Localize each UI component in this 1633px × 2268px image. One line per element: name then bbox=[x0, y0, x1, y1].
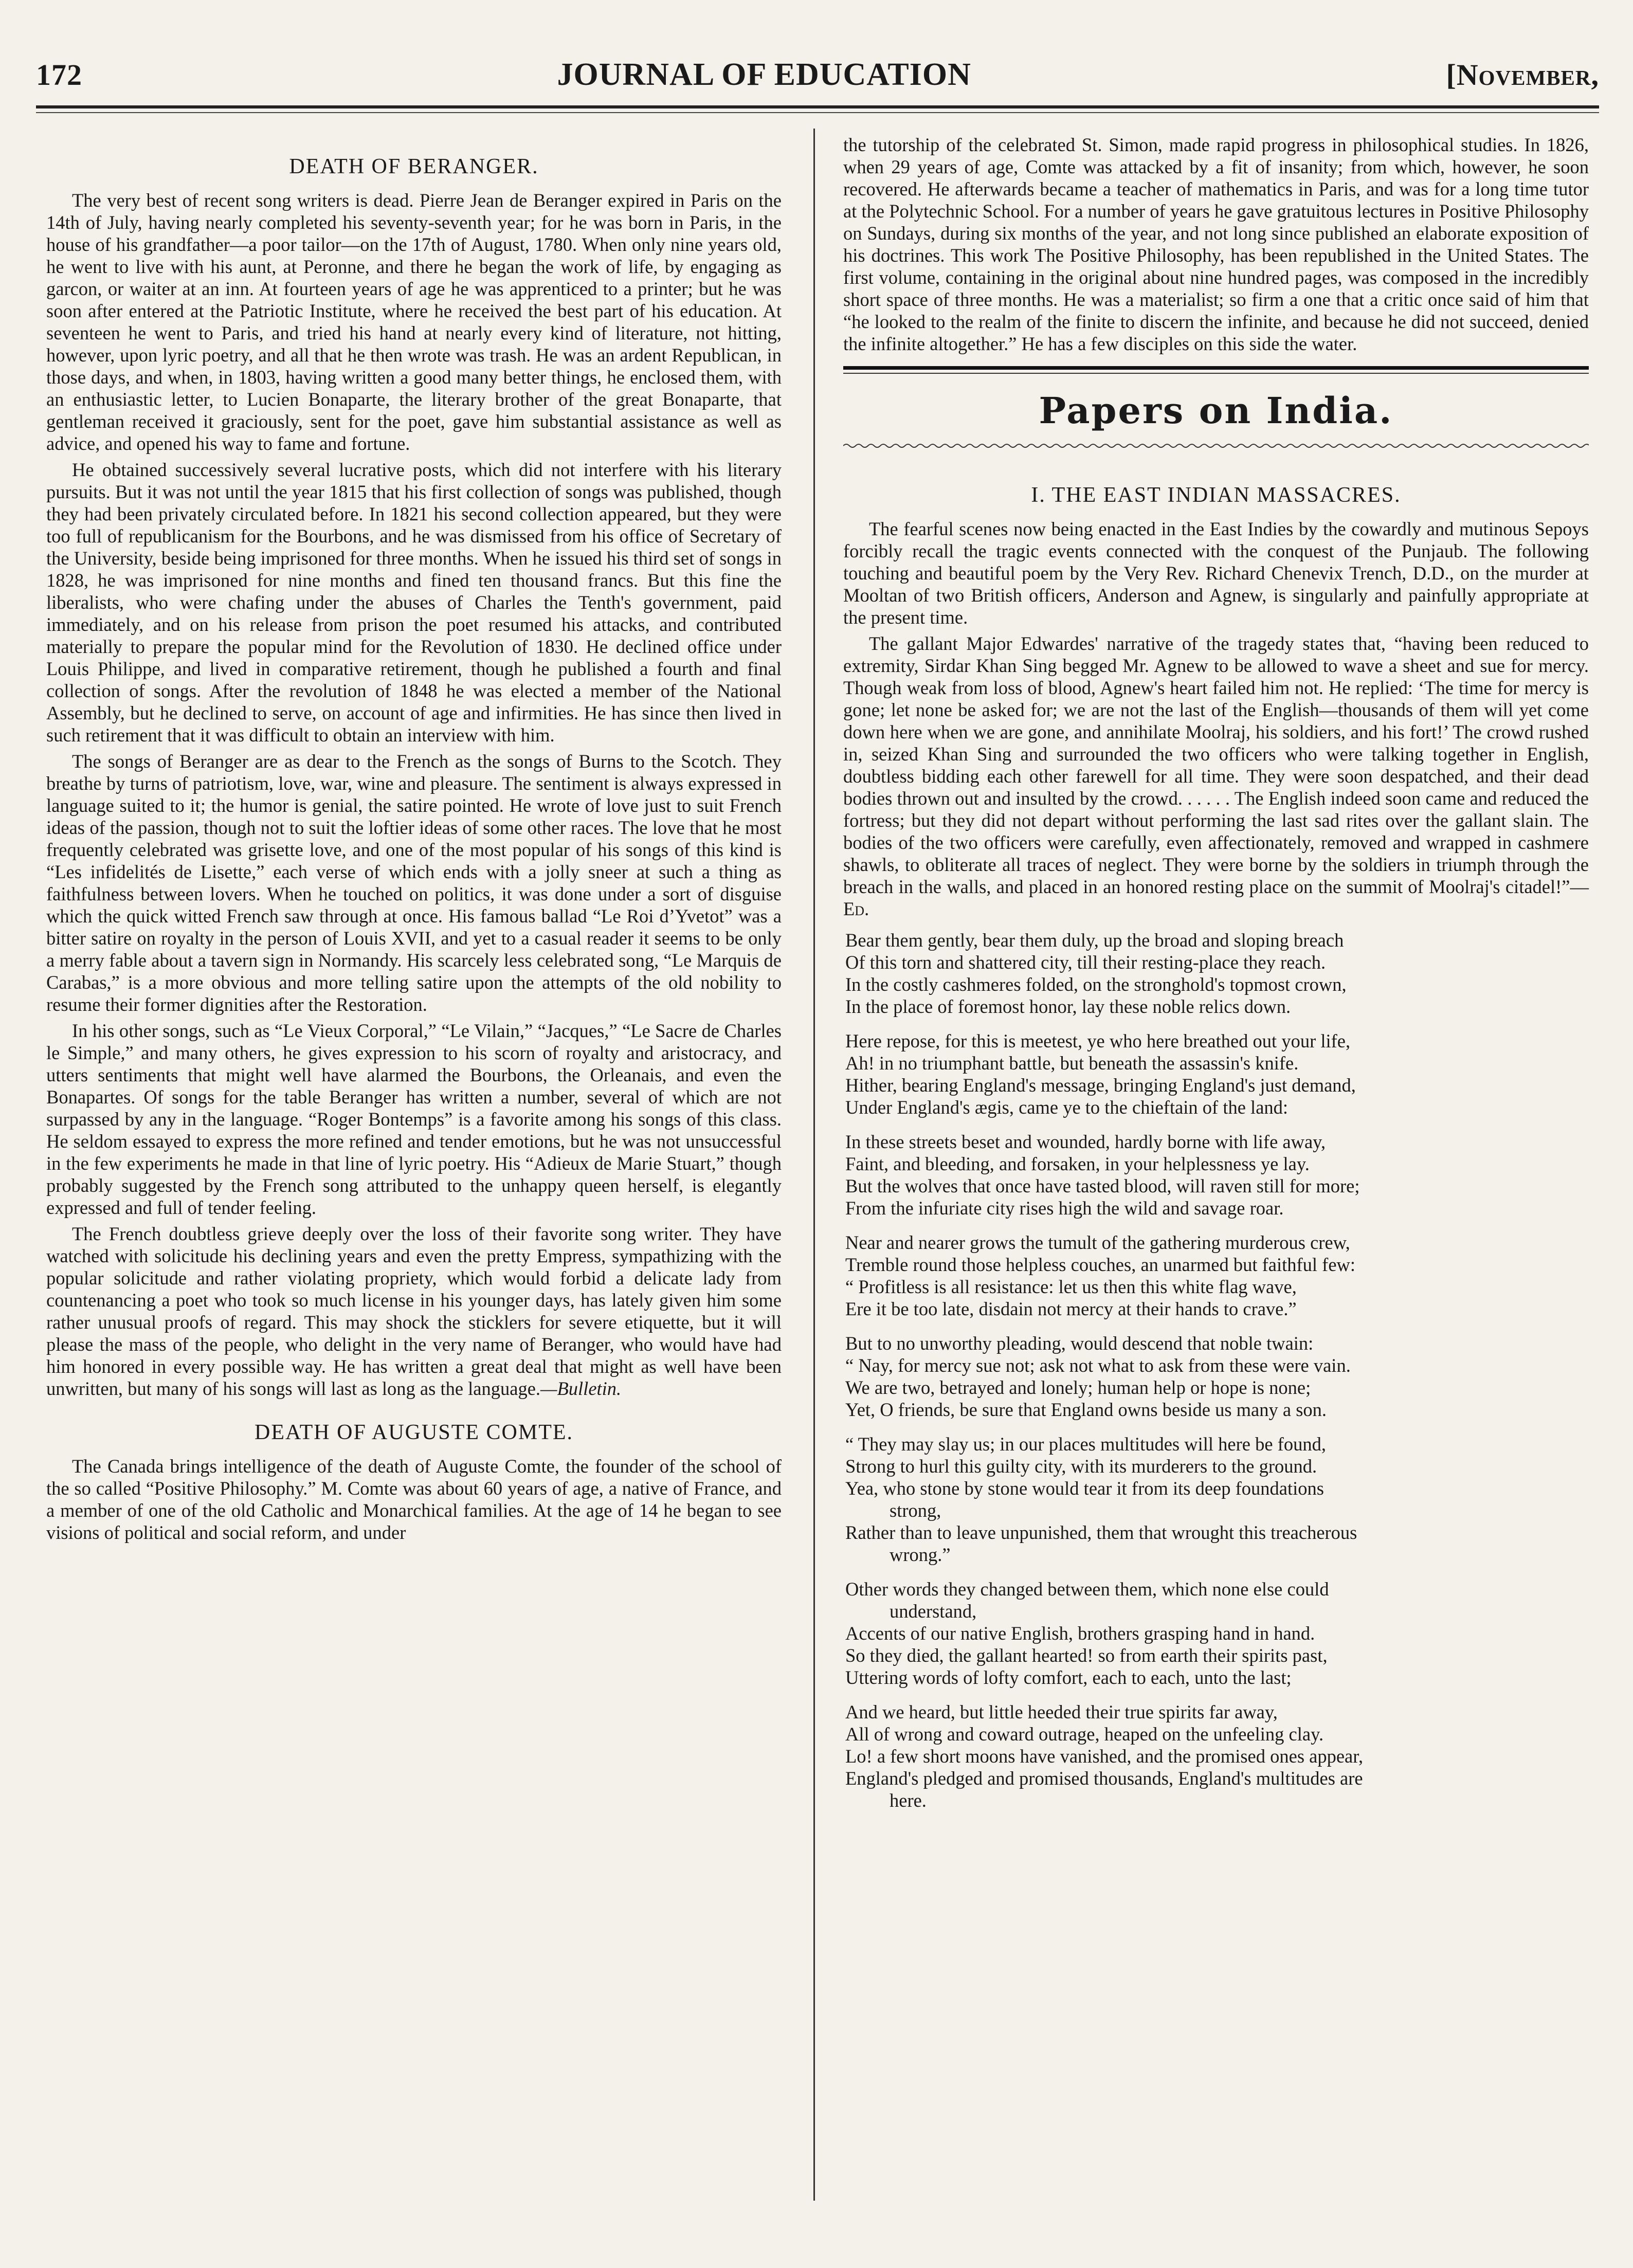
left-column bbox=[46, 134, 782, 1548]
poem-line: Tremble round those helpless couches, an unarmed but faithful few: bbox=[845, 1254, 1356, 1275]
poem-line: wrong.” bbox=[890, 1544, 951, 1565]
beranger-paragraph-2: He obtained successively several lucrative posts, which did not interfere with his literary pursuits. But it was not until the year 1815 that his first collection of songs was published, though they had been privately circulated before. In 1821 his second collection appeared, but they were too full of republicanism for the Bourbons, and he was dismissed from his office of Secretary of the University, beside being imprisoned for three months. When he issued his third set of songs in 1828, he was imprisoned for nine months and fined ten thousand francs. But this fine the liberalists, who were chafing under the abuses of Charles the Tenth's government, paid immediately, and on his release from prison the poet resumed his attacks, and contributed materially to prepare the popular mind for the Revolution of 1830. He declined office under Louis Philippe, and lived in comparative retirement, though he published a fourth and final collection of songs. After the revolution of 1848 he was elected a member of the National Assembly, but he declined to serve, on account of age and infirmities. He has since then lived in such retirement that it was difficult to obtain an interview with him. bbox=[46, 459, 782, 746]
poem-stanza bbox=[843, 929, 1589, 1018]
beranger-paragraph-5-text: The French doubtless grieve deeply over the loss of their favorite song writer. They have watched with solicitude his declining years and even the pretty Empress, sympathizing with the popular solicitude and rather violating propriety, which would forbid a delicate lady from countenancing a poet who took so much license in his younger days, has lately given him some rather unusual proofs of regard. This may shock the sticklers for severe etiquette, but it will please the mass of the people, who delight in the very name of Beranger, who would have had him honored in every possible way. He has written a great deal that might as well have been unwritten, but many of his songs will last as long as the language. bbox=[46, 1223, 782, 1399]
poem-line: So they died, the gallant hearted! so from earth their spirits past, bbox=[845, 1645, 1328, 1666]
poem-line: Near and nearer grows the tumult of the gathering murderous crew, bbox=[845, 1232, 1350, 1253]
comte-paragraph-1: The Canada brings intelligence of the death of Auguste Comte, the founder of the school of the so called “Positive Philosophy.” M. Comte was about 60 years of age, a native of France, and a member of one of the old Catholic and Monarchical families. At the age of 14 he began to see visions of political and social reform, and under bbox=[46, 1456, 782, 1543]
poem-line: Lo! a few short moons have vanished, and the promised ones appear, bbox=[845, 1746, 1364, 1767]
page-number: 172 bbox=[36, 58, 82, 92]
massacres-paragraph-2-text: The gallant Major Edwardes' narrative of the tragedy states that, “having been reduced to extremity, Sirdar Khan Sing begged Mr. Agnew to be allowed to wave a sheet and sue for mercy. Though weak from loss of blood, Agnew's heart failed him not. He replied: ‘The time for mercy is gone; let none be asked for; we are not the last of the English—thousands of them will yet come down here when we are gone, and annihilate Moolraj, his soldiers, and his fort!’ The crowd rushed in, seized Khan Sing and surrounded the two officers who were talking together in English, doubtless bidding each other farewell for all time. They were soon despatched, and their dead bodies thrown out and insulted by the crowd. . . . . . The English indeed soon came and reduced the fortress; but they did not depart without performing the last sad rites over the gallant slain. The bodies of the two officers were carefully, even affectionately, removed and wrapped in cashmere shawls, to obliterate all traces of neglect. They were borne by the soldiers in triumph through the breach in the walls, and placed in an honored resting place on the summit of Moolraj's citadel!”— bbox=[843, 633, 1589, 897]
journal-title: JOURNAL OF EDUCATION bbox=[557, 57, 971, 92]
beranger-paragraph-3: The songs of Beranger are as dear to the French as the songs of Burns to the Scotch. They breathe by turns of patriotism, love, war, wine and pleasure. The sentiment is always expressed in language suited to it; the humor is genial, the satire pointed. He wrote of love just to suit French ideas of the passion, though not to suit the loftier ideas of some other races. The love that he most frequently celebrated was grisette love, and one of the most popular of his songs of this kind is “Les infidelités de Lisette,” each verse of which ends with a jolly sneer at such a thing as faithfulness between lovers. When he touched on politics, it was done under a sort of disguise which the quick witted French saw through at once. His famous ballad “Le Roi d’Yvetot” was a bitter satire on royalty in the person of Louis XVII, and yet to a casual reader it seems to be only a merry fable about a tavern sign in Normandy. His scarcely less celebrated song, “Le Marquis de Carabas,” is a more obvious and more telling satire upon the attempts of the old nobility to resume their former dignities after the Restoration. bbox=[46, 751, 782, 1015]
poem-stanza bbox=[843, 1701, 1589, 1811]
poem-stanza bbox=[843, 1131, 1589, 1219]
poem-stanza bbox=[843, 1578, 1589, 1689]
comte-paragraph-1-continued: the tutorship of the celebrated St. Simon, made rapid progress in philosophical studies. In 1826, when 29 years of age, Comte was attacked by a fit of insanity; from which, however, he soon recovered. He afterwards became a teacher of mathematics in Paris, and was for a long time tutor at the Polytechnic School. For a number of years he gave gratuitous lectures in Positive Philosophy on Sundays, during six months of the year, and not long since published an elaborate exposition of his doctrines. This work The Positive Philosophy, has been republished in the United States. The first volume, containing in the original about nine hundred pages, was composed in the incredibly short space of three months. He was a materialist; so firm a one that a critic once said of him that “he looked to the realm of the finite to discern the infinite, and because he did not succeed, denied the infinite altogether.” He has a few disciples on this side the water. bbox=[843, 134, 1589, 354]
beranger-source: —Bulletin. bbox=[540, 1378, 622, 1399]
poem-line: Under England's ægis, came ye to the chieftain of the land: bbox=[845, 1097, 1289, 1118]
poem-line: From the infuriate city rises high the wild and savage roar. bbox=[845, 1197, 1284, 1219]
poem-line: We are two, betrayed and lonely; human help or hope is none; bbox=[845, 1377, 1311, 1398]
running-head bbox=[36, 57, 1599, 103]
poem-line: In the place of foremost honor, lay these noble relics down. bbox=[845, 996, 1291, 1017]
poem-line: strong, bbox=[890, 1500, 941, 1521]
poem-line: Ah! in no triumphant battle, but beneath the assassin's knife. bbox=[845, 1053, 1299, 1074]
poem-line: understand, bbox=[890, 1601, 977, 1622]
poem-line: Accents of our native English, brothers grasping hand in hand. bbox=[845, 1623, 1315, 1644]
section-rule-thin bbox=[843, 373, 1589, 374]
wavy-divider bbox=[843, 442, 1589, 449]
poem-line: England's pledged and promised thousands, England's multitudes are bbox=[845, 1768, 1363, 1789]
poem-line: Of this torn and shattered city, till their resting-place they reach. bbox=[845, 952, 1326, 973]
editor-initials: Ed. bbox=[843, 898, 869, 919]
issue-month: [November, bbox=[1446, 58, 1599, 92]
poem-line: “ Nay, for mercy sue not; ask not what to ask from these were vain. bbox=[845, 1355, 1351, 1376]
poem-line: But to no unworthy pleading, would descend that noble twain: bbox=[845, 1333, 1314, 1354]
beranger-heading: DEATH OF BERANGER. bbox=[289, 155, 539, 178]
poem-stanza bbox=[843, 1030, 1589, 1118]
section-rule bbox=[843, 366, 1589, 370]
massacres-paragraph-2 bbox=[843, 632, 1589, 920]
poem-line: Ere it be too late, disdain not mercy at their hands to crave.” bbox=[845, 1298, 1297, 1319]
header-rule bbox=[36, 105, 1599, 108]
journal-page bbox=[36, 31, 1599, 2242]
right-column bbox=[843, 134, 1589, 1824]
beranger-paragraph-4: In his other songs, such as “Le Vieux Corporal,” “Le Vilain,” “Jacques,” “Le Sacre de Charles le Simple,” and many others, he gives expression to his scorn of royalty and aristocracy, and utters sentiments that might well have alarmed the Bourbons, the Orleanais, and even the Bonapartes. Of songs for the table Beranger has written a number, several of which are not surpassed by any in the language. “Roger Bontemps” is a favorite among his songs of this class. He seldom essayed to express the more refined and tender emotions, but he was not unsuccessful in the few experiments he made in that line of lyric poetry. His “Adieux de Marie Stuart,” though probably suggested by the French song attributed to the unhappy queen herself, is elegantly expressed and full of tender feeling. bbox=[46, 1020, 782, 1218]
poem-stanza bbox=[843, 1332, 1589, 1421]
poem-line: Uttering words of lofty comfort, each to each, unto the last; bbox=[845, 1667, 1292, 1688]
poem-line: Bear them gently, bear them duly, up the broad and sloping breach bbox=[845, 930, 1344, 951]
poem-stanza bbox=[843, 1433, 1589, 1566]
massacres-heading: I. THE EAST INDIAN MASSACRES. bbox=[1031, 483, 1401, 507]
column-divider bbox=[813, 129, 815, 2201]
poem-line: Rather than to leave unpunished, them that wrought this treacherous bbox=[845, 1522, 1357, 1543]
comte-heading: DEATH OF AUGUSTE COMTE. bbox=[254, 1421, 573, 1444]
poem-line: Strong to hurl this guilty city, with its murderers to the ground. bbox=[845, 1456, 1317, 1477]
poem-line: But the wolves that once have tasted blood, will raven still for more; bbox=[845, 1175, 1360, 1196]
poem-line: In these streets beset and wounded, hardly borne with life away, bbox=[845, 1131, 1326, 1152]
poem-line: Here repose, for this is meetest, ye who here breathed out your life, bbox=[845, 1030, 1351, 1051]
poem-line: Other words they changed between them, which none else could bbox=[845, 1578, 1329, 1600]
poem-line: “ Profitless is all resistance: let us then this white flag wave, bbox=[845, 1276, 1297, 1297]
poem-line: Yea, who stone by stone would tear it from its deep foundations bbox=[845, 1478, 1324, 1499]
poem-line: “ They may slay us; in our places multitudes will here be found, bbox=[845, 1434, 1326, 1455]
poem-line: And we heard, but little heeded their true spirits far away, bbox=[845, 1701, 1278, 1722]
poem-line: Faint, and bleeding, and forsaken, in your helplessness ye lay. bbox=[845, 1153, 1310, 1174]
poem-stanza bbox=[843, 1231, 1589, 1320]
beranger-paragraph-1: The very best of recent song writers is dead. Pierre Jean de Beranger expired in Paris on the 14th of July, having nearly completed his seventy-seventh year; for he was born in Paris, in the house of his grandfather—a poor tailor—on the 17th of August, 1780. When only nine years old, he went to live with his aunt, at Peronne, and there he began the work of life, by engaging as garcon, or waiter at an inn. At fourteen years of age he was apprenticed to a printer; but he was soon after entered at the Patriotic Institute, where he received the best part of his education. At seventeen he went to Paris, and tried his hand at nearly every kind of literature, not hitting, however, upon lyric poetry, and all that he then wrote was trash. He was an ardent Republican, in those days, and when, in 1803, having written a good many better things, he enclosed them, with an enthusiastic letter, to Lucien Bonaparte, the literary brother of the great Bonaparte, that gentleman received it graciously, sent for the poet, gave him substantial assistance as well as advice, and opened his way to fame and fortune. bbox=[46, 190, 782, 454]
poem-line: Hither, bearing England's message, bringing England's just demand, bbox=[845, 1075, 1356, 1096]
section-title: Papers on India. bbox=[1039, 389, 1393, 432]
poem-line: In the costly cashmeres folded, on the stronghold's topmost crown, bbox=[845, 974, 1347, 995]
beranger-paragraph-5 bbox=[46, 1223, 782, 1400]
poem-line: Yet, O friends, be sure that England owns beside us many a son. bbox=[845, 1399, 1327, 1420]
poem bbox=[843, 929, 1589, 1811]
poem-line: All of wrong and coward outrage, heaped on the unfeeling clay. bbox=[845, 1723, 1324, 1745]
massacres-paragraph-1: The fearful scenes now being enacted in the East Indies by the cowardly and mutinous Sepoys forcibly recall the tragic events connected with the conquest of the Punjaub. The following touching and beautiful poem by the Very Rev. Richard Chenevix Trench, D.D., on the murder at Mooltan of two British officers, Anderson and Agnew, is singularly and painfully appropriate at the present time. bbox=[843, 518, 1589, 628]
poem-line: here. bbox=[890, 1790, 927, 1811]
header-rule-thin bbox=[36, 112, 1599, 113]
